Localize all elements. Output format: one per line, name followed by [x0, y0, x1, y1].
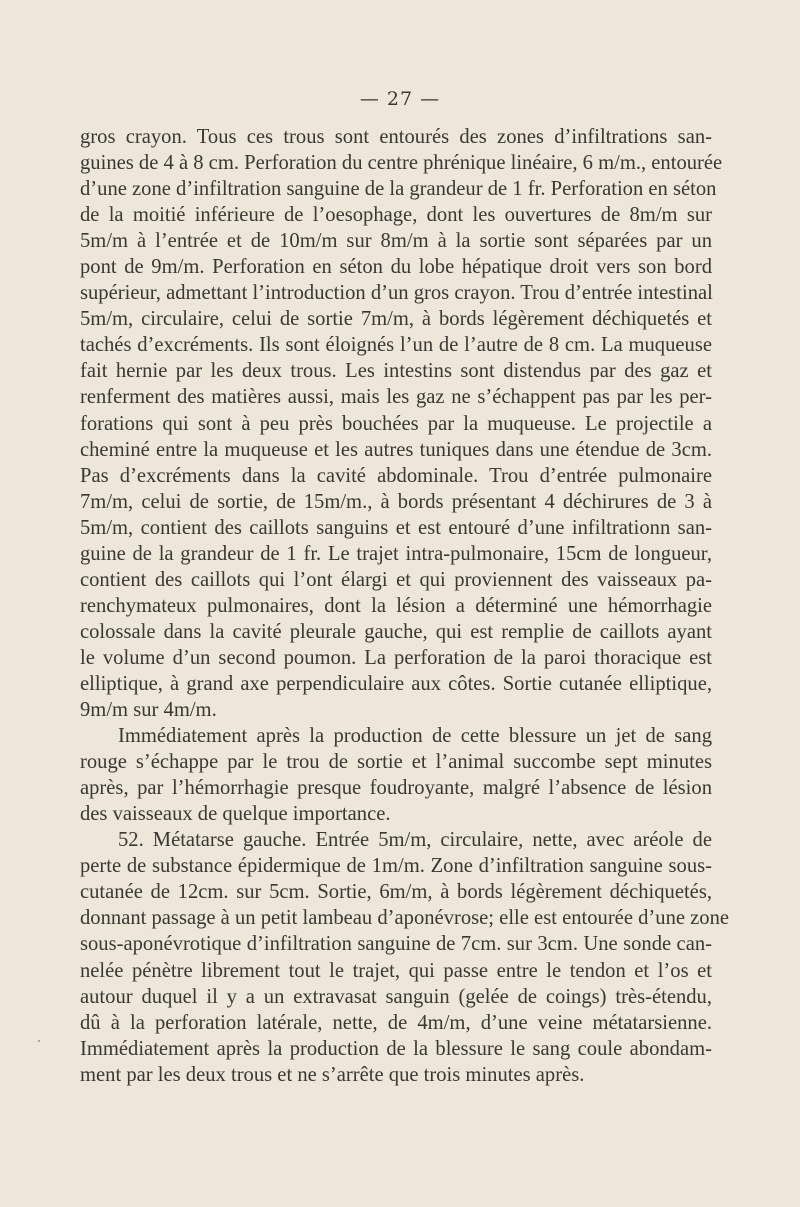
text-line: nelée pénètre librement tout le trajet, qui passe entre le tendon et l’os et — [80, 959, 712, 982]
text-line: 52. Métatarse gauche. Entrée 5m/m, circulaire, nette, avec aréole de — [118, 829, 712, 852]
text-line: rouge s’échappe par le trou de sortie et l’animal succombe sept minutes — [80, 751, 712, 774]
text-line: sous-aponévrotique d’infiltration sanguine de 7cm. sur 3cm. Une sonde can- — [80, 933, 712, 956]
text-line: perte de substance épidermique de 1m/m. Zone d’infiltration sanguine sous- — [80, 855, 712, 878]
paper-speck — [38, 1040, 40, 1042]
text-line: cheminé entre la muqueuse et les autres tuniques dans une étendue de 3cm. — [80, 438, 712, 461]
text-line: guine de la grandeur de 1 fr. Le trajet intra-pulmonaire, 15cm de longueur, — [80, 542, 712, 565]
text-line: colossale dans la cavité pleurale gauche, qui est remplie de caillots ayant — [80, 620, 712, 643]
paragraph-hemorrhage — [80, 723, 712, 827]
text-line: Pas d’excréments dans la cavité abdominale. Trou d’entrée pulmonaire — [80, 464, 712, 487]
text-line: pont de 9m/m. Perforation en séton du lobe hépatique droit vers son bord — [80, 256, 712, 279]
body-text — [80, 124, 730, 1088]
text-line: forations qui sont à peu près bouchées par la muqueuse. Le projectile a — [80, 412, 712, 435]
paragraph-continued — [80, 124, 723, 723]
page-number: — 27 — — [359, 88, 441, 110]
text-line: 7m/m, celui de sortie, de 15m/m., à bords présentant 4 déchirures de 3 à — [80, 490, 712, 513]
text-line: supérieur, admettant l’introduction d’un gros crayon. Trou d’entrée intestinal — [80, 282, 713, 305]
text-line: cutanée de 12cm. sur 5cm. Sortie, 6m/m, à bords légèrement déchiquetés, — [80, 881, 712, 904]
text-line: donnant passage à un petit lambeau d’aponévrose; elle est entourée d’une zone — [80, 907, 730, 930]
text-line: de la moitié inférieure de l’oesophage, dont les ouvertures de 8m/m sur — [80, 204, 712, 227]
text-line: 5m/m à l’entrée et de 10m/m sur 8m/m à la sortie sont séparées par un — [80, 230, 712, 253]
text-line: ment par les deux trous et ne s’arrête que trois minutes après. — [80, 1063, 585, 1086]
text-line: d’une zone d’infiltration sanguine de la grandeur de 1 fr. Perforation en séton — [80, 178, 717, 201]
text-line: renferment des matières aussi, mais les gaz ne s’échappent pas par les per- — [80, 386, 712, 409]
text-line: des vaisseaux de quelque importance. — [80, 803, 391, 826]
paragraph-case-52 — [80, 827, 730, 1087]
text-line: gros crayon. Tous ces trous sont entourés des zones d’infiltrations san- — [80, 126, 712, 148]
text-line: 5m/m, circulaire, celui de sortie 7m/m, à bords légèrement déchiquetés et — [80, 308, 712, 331]
text-line: fait hernie par les deux trous. Les intestins sont distendus par des gaz et — [80, 360, 712, 383]
text-line: 9m/m sur 4m/m. — [80, 699, 217, 722]
text-line: le volume d’un second poumon. La perforation de la paroi thoracique est — [80, 646, 712, 669]
text-line: après, par l’hémorrhagie presque foudroyante, malgré l’absence de lésion — [80, 777, 712, 800]
text-line: tachés d’excréments. Ils sont éloignés l’un de l’autre de 8 cm. La muqueuse — [80, 334, 712, 357]
text-line: dû à la perforation latérale, nette, de 4m/m, d’une veine métatarsienne. — [80, 1011, 712, 1034]
text-line: Immédiatement après la production de cette blessure un jet de sang — [118, 725, 712, 748]
text-line: renchymateux pulmonaires, dont la lésion a déterminé une hémorrhagie — [80, 594, 712, 617]
text-line: 5m/m, contient des caillots sanguins et est entouré d’une infiltrationn san- — [80, 516, 712, 539]
text-line: guines de 4 à 8 cm. Perforation du centre phrénique linéaire, 6 m/m., entourée — [80, 152, 723, 175]
text-line: autour duquel il y a un extravasat sanguin (gelée de coings) très-étendu, — [80, 985, 712, 1008]
text-line: contient des caillots qui l’ont élargi et qui proviennent des vaisseaux pa- — [80, 568, 712, 591]
text-line: Immédiatement après la production de la blessure le sang coule abondam- — [80, 1037, 712, 1060]
text-line: elliptique, à grand axe perpendiculaire aux côtes. Sortie cutanée elliptique, — [80, 672, 712, 695]
